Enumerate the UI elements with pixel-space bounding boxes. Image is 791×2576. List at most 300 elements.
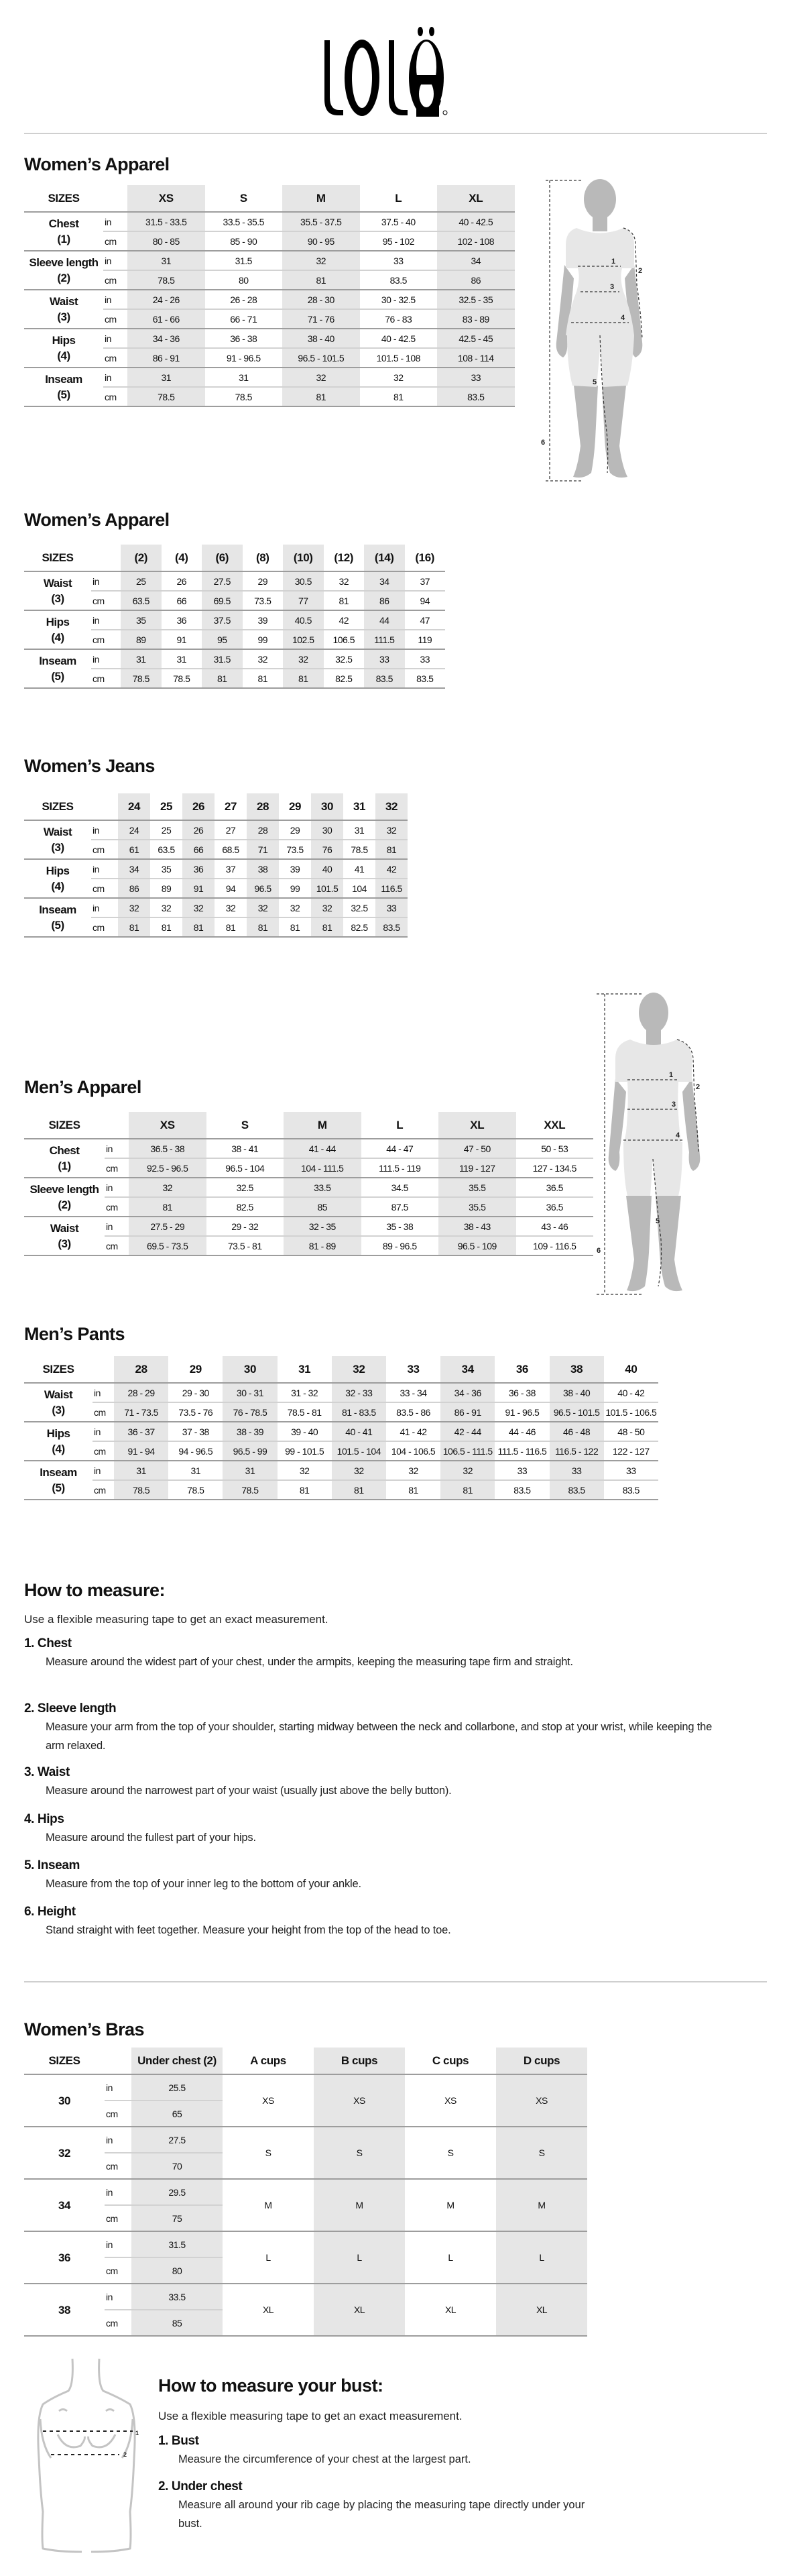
size-value: 32 bbox=[129, 1178, 206, 1197]
sizes-header: SIZES bbox=[48, 2054, 80, 2067]
size-column-header: (14) bbox=[364, 545, 405, 571]
band-size: 30 bbox=[24, 2074, 105, 2127]
size-value: 96.5 bbox=[247, 879, 279, 898]
unit-label: cm bbox=[93, 1402, 114, 1422]
size-value: 32 bbox=[150, 898, 182, 917]
size-value: 25 bbox=[150, 820, 182, 840]
size-value: 68.5 bbox=[215, 840, 247, 859]
measure-label bbox=[24, 1383, 93, 1422]
how-to-measure-title: How to measure: bbox=[24, 1580, 166, 1600]
size-column-header: 31 bbox=[298, 1362, 311, 1376]
cup-size-value: M bbox=[223, 2179, 314, 2231]
size-value: 83.5 bbox=[360, 270, 438, 290]
band-size: 32 bbox=[24, 2127, 105, 2179]
size-value: 41 - 42 bbox=[386, 1422, 440, 1441]
table-row bbox=[24, 2231, 587, 2257]
size-column-header: S bbox=[239, 191, 247, 205]
table-row bbox=[24, 368, 515, 387]
figure-label-1: 1 bbox=[611, 258, 616, 266]
size-value: 82.5 bbox=[206, 1197, 284, 1217]
size-value: 33 bbox=[375, 898, 408, 917]
unit-label: in bbox=[105, 1217, 129, 1236]
table-row bbox=[24, 571, 445, 591]
step-title: 1. Chest bbox=[24, 1636, 72, 1650]
size-column-header: (10) bbox=[283, 545, 324, 571]
size-value: 32 bbox=[332, 1461, 386, 1480]
men-body-figure-icon bbox=[597, 991, 714, 1300]
measure-name: Inseam bbox=[45, 373, 82, 386]
size-value: 44 - 47 bbox=[361, 1139, 439, 1158]
size-value: 80 - 85 bbox=[127, 231, 205, 251]
unit-label: in bbox=[91, 859, 118, 879]
measure-number: (1) bbox=[58, 1160, 71, 1172]
table-row bbox=[24, 898, 408, 917]
size-value: 37 bbox=[405, 571, 446, 591]
sizes-header: SIZES bbox=[42, 799, 74, 813]
measure-label bbox=[24, 1139, 105, 1178]
size-value: 33 bbox=[495, 1461, 549, 1480]
table-row bbox=[24, 1139, 593, 1158]
bra-column-header: A cups bbox=[250, 2054, 286, 2067]
size-value: 33.5 bbox=[284, 1178, 361, 1197]
size-value: 81 bbox=[202, 669, 243, 688]
size-value: 32 bbox=[243, 649, 284, 669]
cup-size-value: M bbox=[314, 2179, 405, 2231]
cup-size-value: XS bbox=[314, 2074, 405, 2127]
size-value: 44 bbox=[364, 610, 405, 630]
size-value: 66 - 71 bbox=[205, 309, 283, 329]
size-value: 71 - 76 bbox=[282, 309, 360, 329]
size-value: 28 - 29 bbox=[114, 1383, 168, 1402]
lole-logo-icon bbox=[315, 27, 476, 121]
measure-number: (1) bbox=[57, 233, 70, 245]
size-value: 81 bbox=[360, 387, 438, 406]
size-value: 26 bbox=[182, 820, 215, 840]
table-row bbox=[24, 1461, 658, 1480]
size-column-header: (12) bbox=[334, 551, 354, 564]
unit-label: in bbox=[91, 649, 121, 669]
size-value: 40 - 42 bbox=[604, 1383, 658, 1402]
size-value: 86 - 91 bbox=[440, 1402, 495, 1422]
size-value: 83.5 bbox=[364, 669, 405, 688]
step-text: Measure the circumference of your chest at the largest part. bbox=[178, 2453, 471, 2465]
size-value: 46 - 48 bbox=[550, 1422, 604, 1441]
measure-label bbox=[24, 329, 103, 368]
size-value: 111.5 bbox=[364, 630, 405, 649]
size-value: 102 - 108 bbox=[437, 231, 515, 251]
size-value: 91 bbox=[162, 630, 202, 649]
section-title: Men’s Apparel bbox=[24, 1077, 141, 1097]
size-value: 31.5 bbox=[205, 251, 283, 270]
size-value: 37 - 38 bbox=[168, 1422, 223, 1441]
size-value: 24 bbox=[118, 820, 150, 840]
size-value: 42 bbox=[324, 610, 365, 630]
size-value: 34 - 36 bbox=[440, 1383, 495, 1402]
size-column-header: 25 bbox=[160, 799, 173, 813]
measure-label bbox=[24, 368, 103, 406]
table-row bbox=[24, 329, 515, 348]
size-value: 34.5 bbox=[361, 1178, 439, 1197]
size-value: 32 bbox=[247, 898, 279, 917]
size-value: 83.5 bbox=[375, 917, 408, 937]
size-value: 29 bbox=[279, 820, 311, 840]
size-value: 33 bbox=[360, 251, 438, 270]
unit-label: in bbox=[103, 290, 127, 309]
size-value: 32 bbox=[182, 898, 215, 917]
size-value: 78.5 bbox=[343, 840, 375, 859]
size-value: 96.5 - 101.5 bbox=[550, 1402, 604, 1422]
section-title: Women’s Apparel bbox=[24, 510, 170, 530]
size-value: 32 bbox=[279, 898, 311, 917]
size-value: 73.5 bbox=[279, 840, 311, 859]
unit-label: cm bbox=[105, 2257, 131, 2284]
size-value: 81 bbox=[311, 917, 343, 937]
size-value: 32 bbox=[282, 251, 360, 270]
size-column-header: L bbox=[396, 1118, 404, 1131]
unit-label: in bbox=[93, 1422, 114, 1441]
unit-label: in bbox=[91, 820, 118, 840]
size-value: 78.5 bbox=[205, 387, 283, 406]
table-row bbox=[24, 1178, 593, 1197]
step-title: 2. Under chest bbox=[158, 2479, 243, 2494]
size-value: 81 bbox=[129, 1197, 206, 1217]
measure-name: Chest bbox=[49, 1144, 80, 1157]
size-value: 106.5 bbox=[324, 630, 365, 649]
measure-number: (3) bbox=[52, 1404, 65, 1416]
measure-name: Waist bbox=[43, 577, 72, 590]
under-chest-value: 80 bbox=[131, 2257, 223, 2284]
size-value: 25 bbox=[121, 571, 162, 591]
size-value: 81 bbox=[283, 669, 324, 688]
size-value: 40 bbox=[311, 859, 343, 879]
size-value: 101.5 bbox=[311, 879, 343, 898]
unit-label: in bbox=[103, 368, 127, 387]
step-text: Stand straight with feet together. Measure your height from the top of the head to toe. bbox=[46, 1924, 451, 1936]
size-value: 27.5 - 29 bbox=[129, 1217, 206, 1236]
size-value: 111.5 - 116.5 bbox=[495, 1441, 549, 1461]
measure-label bbox=[24, 251, 103, 290]
figure-label-3: 3 bbox=[610, 283, 615, 291]
size-value: 36.5 bbox=[516, 1178, 594, 1197]
size-value: 48 - 50 bbox=[604, 1422, 658, 1441]
table-row bbox=[24, 2074, 587, 2101]
size-value: 91 bbox=[182, 879, 215, 898]
size-table bbox=[24, 793, 408, 938]
size-column-header: L bbox=[395, 191, 402, 205]
cup-size-value: M bbox=[405, 2179, 496, 2231]
unit-header-spacer bbox=[103, 185, 127, 212]
size-value: 32 bbox=[386, 1461, 440, 1480]
bust-instructions bbox=[158, 2375, 641, 2533]
size-value: 36.5 - 38 bbox=[129, 1139, 206, 1158]
size-value: 119 - 127 bbox=[438, 1158, 516, 1178]
size-value: 87.5 bbox=[361, 1197, 439, 1217]
cup-size-value: M bbox=[496, 2179, 587, 2231]
unit-header-spacer bbox=[105, 1112, 129, 1139]
size-value: 31 bbox=[343, 820, 375, 840]
size-value: 104 - 106.5 bbox=[386, 1441, 440, 1461]
step-title: 5. Inseam bbox=[24, 1858, 80, 1872]
size-value: 28 - 30 bbox=[282, 290, 360, 309]
size-column-header: M bbox=[284, 1112, 361, 1139]
size-value: 99 - 101.5 bbox=[278, 1441, 332, 1461]
size-value: 90 - 95 bbox=[282, 231, 360, 251]
size-value: 32 bbox=[324, 571, 365, 591]
unit-label: in bbox=[105, 2179, 131, 2205]
size-value: 81 bbox=[324, 591, 365, 610]
size-value: 86 bbox=[437, 270, 515, 290]
size-value: 43 - 46 bbox=[516, 1217, 594, 1236]
women-body-figure-icon bbox=[536, 178, 654, 486]
size-value: 35 bbox=[150, 859, 182, 879]
size-value: 40 - 41 bbox=[332, 1422, 386, 1441]
size-value: 73.5 - 81 bbox=[206, 1236, 284, 1255]
size-column-header: 29 bbox=[288, 799, 302, 813]
measure-label bbox=[24, 649, 91, 688]
size-value: 32 bbox=[282, 368, 360, 387]
table-row bbox=[24, 2284, 587, 2310]
size-value: 32.5 bbox=[324, 649, 365, 669]
unit-label: in bbox=[93, 1461, 114, 1480]
cup-size-value: XS bbox=[223, 2074, 314, 2127]
measure-name: Hips bbox=[46, 616, 70, 628]
step-title: 3. Waist bbox=[24, 1765, 70, 1779]
measure-number: (2) bbox=[58, 1198, 71, 1211]
cup-size-value: XS bbox=[405, 2074, 496, 2127]
size-value: 36 bbox=[182, 859, 215, 879]
measure-number: (4) bbox=[51, 631, 64, 644]
measure-name: Waist bbox=[44, 1388, 73, 1401]
size-value: 32.5 - 35 bbox=[437, 290, 515, 309]
size-value: 81 bbox=[279, 917, 311, 937]
size-value: 35 - 38 bbox=[361, 1217, 439, 1236]
size-value: 42 bbox=[375, 859, 408, 879]
unit-label: cm bbox=[91, 917, 118, 937]
table-row bbox=[24, 1441, 658, 1461]
measure-number: (3) bbox=[51, 841, 64, 854]
size-column-header: 31 bbox=[353, 799, 366, 813]
size-value: 36 bbox=[162, 610, 202, 630]
unit-label: cm bbox=[105, 2310, 131, 2336]
bras-title: Women’s Bras bbox=[24, 2019, 144, 2039]
cup-size-value: L bbox=[314, 2231, 405, 2284]
measure-step-inseam bbox=[24, 1858, 735, 1893]
size-value: 32 bbox=[360, 368, 438, 387]
bust-intro: Use a flexible measuring tape to get an exact measurement. bbox=[158, 2410, 463, 2422]
under-chest-value: 25.5 bbox=[131, 2074, 223, 2101]
band-size: 38 bbox=[24, 2284, 105, 2336]
size-value: 33 bbox=[604, 1461, 658, 1480]
size-value: 91 - 94 bbox=[114, 1441, 168, 1461]
size-value: 94 bbox=[405, 591, 446, 610]
size-value: 73.5 bbox=[243, 591, 284, 610]
step-title: 4. Hips bbox=[24, 1812, 64, 1826]
measure-step-chest bbox=[24, 1636, 735, 1671]
unit-label: in bbox=[91, 571, 121, 591]
size-value: 83.5 bbox=[405, 669, 446, 688]
table-row bbox=[24, 212, 515, 231]
size-value: 38 bbox=[247, 859, 279, 879]
table-row bbox=[24, 820, 408, 840]
size-value: 32 bbox=[311, 898, 343, 917]
size-value: 86 bbox=[118, 879, 150, 898]
unit-label: in bbox=[105, 2231, 131, 2257]
size-value: 89 bbox=[150, 879, 182, 898]
size-value: 31 bbox=[114, 1461, 168, 1480]
bra-column-header: B cups bbox=[314, 2048, 405, 2074]
size-value: 32 bbox=[118, 898, 150, 917]
size-column-header: 34 bbox=[440, 1356, 495, 1383]
size-value: 85 - 90 bbox=[205, 231, 283, 251]
size-value: 109 - 116.5 bbox=[516, 1236, 594, 1255]
cup-size-value: S bbox=[405, 2127, 496, 2179]
size-value: 38 - 40 bbox=[550, 1383, 604, 1402]
size-value: 69.5 - 73.5 bbox=[129, 1236, 206, 1255]
size-value: 37 bbox=[215, 859, 247, 879]
size-value: 106.5 - 111.5 bbox=[440, 1441, 495, 1461]
size-column-header: M bbox=[282, 185, 360, 212]
size-value: 78.5 bbox=[127, 270, 205, 290]
size-value: 81 bbox=[375, 840, 408, 859]
size-value: 33.5 - 35.5 bbox=[205, 212, 283, 231]
size-value: 71 - 73.5 bbox=[114, 1402, 168, 1422]
size-value: 35.5 bbox=[438, 1197, 516, 1217]
size-value: 76 - 83 bbox=[360, 309, 438, 329]
size-value: 61 - 66 bbox=[127, 309, 205, 329]
size-value: 35.5 - 37.5 bbox=[282, 212, 360, 231]
men-figure-label-1: 1 bbox=[669, 1071, 674, 1079]
men-figure-label-4: 4 bbox=[676, 1131, 680, 1139]
cup-size-value: XL bbox=[496, 2284, 587, 2336]
bra-column-header: C cups bbox=[432, 2054, 469, 2067]
step-text: Measure your arm from the top of your shoulder, starting midway between the neck and collarbone, and stop at your wrist, while keeping the arm relaxed. bbox=[46, 1721, 713, 1752]
unit-header-spacer bbox=[91, 545, 121, 571]
size-value: 81 bbox=[243, 669, 284, 688]
section-title: Women’s Jeans bbox=[24, 756, 155, 776]
size-value: 32.5 bbox=[206, 1178, 284, 1197]
size-value: 26 bbox=[162, 571, 202, 591]
under-chest-value: 85 bbox=[131, 2310, 223, 2336]
measure-number: (3) bbox=[57, 311, 70, 323]
under-chest-value: 29.5 bbox=[131, 2179, 223, 2205]
measure-number: (4) bbox=[51, 880, 64, 893]
how-to-measure-intro: Use a flexible measuring tape to get an exact measurement. bbox=[24, 1613, 328, 1626]
under-chest-value: 65 bbox=[131, 2101, 223, 2127]
size-value: 127 - 134.5 bbox=[516, 1158, 594, 1178]
size-value: 99 bbox=[279, 879, 311, 898]
size-value: 40 - 42.5 bbox=[360, 329, 438, 348]
size-value: 28 bbox=[247, 820, 279, 840]
size-value: 40 - 42.5 bbox=[437, 212, 515, 231]
step-text: Measure from the top of your inner leg to the bottom of your ankle. bbox=[46, 1878, 361, 1890]
size-column-header: XS bbox=[127, 185, 205, 212]
size-column-header: (16) bbox=[415, 551, 435, 564]
size-value: 29 - 32 bbox=[206, 1217, 284, 1236]
size-value: 31 bbox=[127, 368, 205, 387]
size-value: 32 - 35 bbox=[284, 1217, 361, 1236]
size-value: 31 bbox=[205, 368, 283, 387]
measure-label bbox=[24, 1422, 93, 1461]
size-value: 36 - 38 bbox=[495, 1383, 549, 1402]
size-value: 104 bbox=[343, 879, 375, 898]
unit-label: cm bbox=[105, 2205, 131, 2231]
unit-label: in bbox=[105, 1178, 129, 1197]
unit-label: in bbox=[103, 251, 127, 270]
unit-label: in bbox=[91, 610, 121, 630]
size-column-header: 24 bbox=[118, 793, 150, 820]
section-divider bbox=[24, 1981, 767, 1982]
size-value: 38 - 39 bbox=[223, 1422, 277, 1441]
measure-label bbox=[24, 859, 91, 898]
unit-label: cm bbox=[103, 231, 127, 251]
cup-size-value: S bbox=[496, 2127, 587, 2179]
size-value: 122 - 127 bbox=[604, 1441, 658, 1461]
unit-label: cm bbox=[91, 669, 121, 688]
size-value: 31 bbox=[121, 649, 162, 669]
unit-label: cm bbox=[91, 630, 121, 649]
unit-label: in bbox=[105, 2284, 131, 2310]
measure-number: (2) bbox=[57, 272, 70, 284]
figure-label-4: 4 bbox=[621, 314, 625, 322]
size-value: 83 - 89 bbox=[437, 309, 515, 329]
size-value: 81 bbox=[332, 1480, 386, 1500]
measure-step-height bbox=[24, 1905, 735, 1940]
step-text: Measure all around your rib cage by placing the measuring tape directly under your bust. bbox=[178, 2499, 585, 2530]
size-column-header: (6) bbox=[202, 545, 243, 571]
size-value: 34 bbox=[364, 571, 405, 591]
size-value: 78.5 bbox=[121, 669, 162, 688]
size-column-header: 32 bbox=[375, 793, 408, 820]
size-value: 104 - 111.5 bbox=[284, 1158, 361, 1178]
measure-number: (5) bbox=[57, 388, 70, 401]
size-value: 33 bbox=[550, 1461, 604, 1480]
size-column-header: XS bbox=[129, 1112, 206, 1139]
measure-name: Waist bbox=[50, 1222, 79, 1235]
size-value: 66 bbox=[162, 591, 202, 610]
bust-step-under-chest bbox=[158, 2479, 641, 2533]
size-value: 27 bbox=[215, 820, 247, 840]
measure-name: Chest bbox=[48, 217, 79, 230]
bust-figure-icon bbox=[24, 2357, 151, 2559]
size-value: 32 bbox=[278, 1461, 332, 1480]
size-column-header: XL bbox=[437, 185, 515, 212]
size-value: 33 bbox=[405, 649, 446, 669]
size-value: 78.5 bbox=[114, 1480, 168, 1500]
unit-label: cm bbox=[105, 1236, 129, 1255]
size-column-header: 30 bbox=[223, 1356, 277, 1383]
cup-size-value: L bbox=[405, 2231, 496, 2284]
unit-header-spacer bbox=[91, 793, 118, 820]
measure-label bbox=[24, 898, 91, 937]
size-value: 47 bbox=[405, 610, 446, 630]
size-value: 35.5 bbox=[438, 1178, 516, 1197]
measure-name: Sleeve length bbox=[29, 1183, 99, 1196]
step-title: 1. Bust bbox=[158, 2434, 199, 2448]
size-column-header: 26 bbox=[182, 793, 215, 820]
unit-label: cm bbox=[93, 1441, 114, 1461]
table-row bbox=[24, 1422, 658, 1441]
measure-name: Hips bbox=[46, 1427, 70, 1440]
size-value: 81 bbox=[247, 917, 279, 937]
size-value: 31 - 32 bbox=[278, 1383, 332, 1402]
size-value: 63.5 bbox=[121, 591, 162, 610]
size-value: 78.5 bbox=[168, 1480, 223, 1500]
size-value: 38 - 41 bbox=[206, 1139, 284, 1158]
size-value: 83.5 bbox=[604, 1480, 658, 1500]
size-column-header: 40 bbox=[625, 1362, 637, 1376]
measure-label bbox=[24, 1217, 105, 1255]
unit-label: cm bbox=[103, 309, 127, 329]
